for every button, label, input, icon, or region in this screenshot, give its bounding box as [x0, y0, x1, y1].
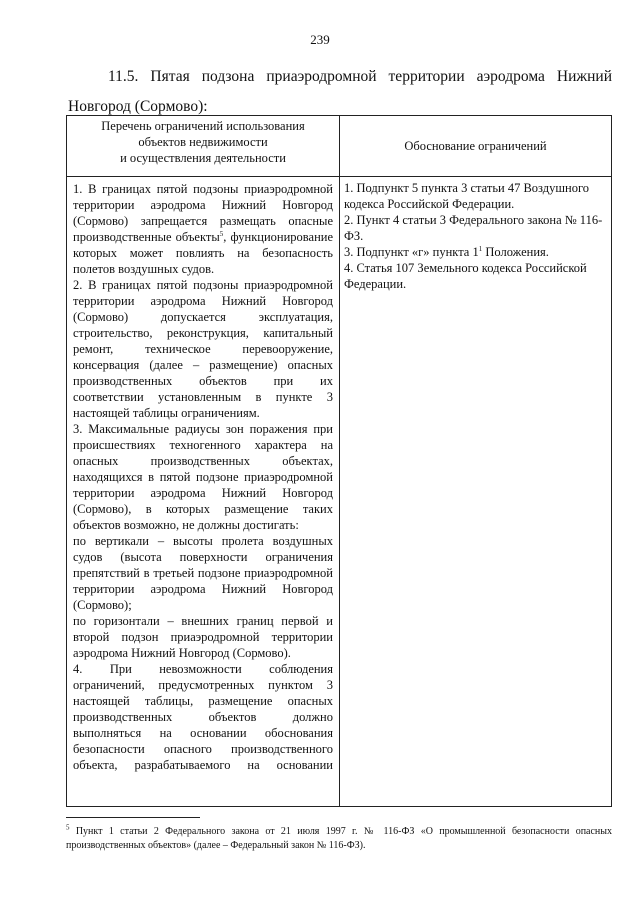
justification-cell — [340, 177, 612, 807]
header-left-line: Перечень ограничений использования — [101, 119, 305, 133]
restrictions-table — [66, 115, 612, 807]
restriction-item-3-vertical: по вертикали – высоты пролета воздушных судов (высота поверхности ограничения препятствий в третьей подзоне приаэродромной территории аэродрома Нижний Новгород (Сормово); — [73, 534, 333, 612]
restriction-item-3: 3. Максимальные радиусы зон поражения при происшествиях техногенного характера на опасных производственных объектах, находящихся в пятой подзоне приаэродромной территории аэродрома Нижний Новгород (Сормово), в которых размещение таких объектов возможно, не должны достигать: — [73, 422, 333, 532]
table-row — [67, 177, 612, 807]
restriction-item-1 — [73, 181, 333, 277]
header-left-line: объектов недвижимости — [138, 135, 268, 149]
section-heading-line2: Новгород (Сормово): — [68, 98, 208, 115]
header-left-line: и осуществления деятельности — [120, 151, 286, 165]
justification-item-1: 1. Подпункт 5 пункта 3 статьи 47 Воздушного кодекса Российской Федерации. — [344, 181, 590, 211]
restriction-item-1-text-a: 1. В границах пятой подзоны приаэродромной территории аэродрома Нижний Новгород (Сормово) запрещается размещать опасные производственные объекты — [73, 182, 333, 244]
header-justification: Обоснование ограничений — [340, 116, 612, 177]
restriction-item-4: 4. При невозможности соблюдения ограничений, предусмотренных пунктом 3 настоящей таблицы, размещение опасных производственных объектов должно выполняться на основании обоснования безопасности опасного производственного объекта, разрабатываемого на основании — [73, 662, 333, 772]
restrictions-cell — [67, 177, 340, 807]
section-heading-line1: 11.5. Пятая подзона приаэродромной территории аэродрома Нижний — [108, 68, 612, 85]
justification-item-4: 4. Статья 107 Земельного кодекса Российской Федерации. — [344, 261, 587, 291]
justification-item-2: 2. Пункт 4 статьи 3 Федерального закона № 116-ФЗ. — [344, 213, 603, 243]
table-header-row — [67, 116, 612, 177]
page-number: 239 — [310, 32, 330, 47]
footnote-text: Пункт 1 статьи 2 Федерального закона от 21 июля 1997 г. № 116-ФЗ «О промышленной безопасности опасных производственных объектов» (далее – Федеральный закон № 116-ФЗ). — [66, 826, 612, 851]
justification-item-3 — [344, 244, 607, 260]
footnote-separator — [66, 817, 200, 818]
justification-item-3-text-a: 3. Подпункт «г» пункта 1 — [344, 245, 479, 259]
restriction-item-2: 2. В границах пятой подзоны приаэродромной территории аэродрома Нижний Новгород (Сормово) допускается эксплуатация, строительство, реконструкция, капитальный ремонт, техническое перевооружение, консервация (далее – размещение) опасных производственных объектов при их соответствии установленным в пункте 3 настоящей таблицы ограничениям. — [73, 278, 333, 420]
footnote — [66, 825, 612, 853]
footnote-ref: 5 — [219, 229, 224, 238]
justification-item-3-text-b: Положения. — [482, 245, 549, 259]
header-restrictions-list — [67, 116, 340, 177]
restriction-item-3-horizontal: по горизонтали – внешних границ первой и второй подзон приаэродромной территории аэродрома Нижний Новгород (Сормово). — [73, 614, 333, 660]
restriction-item-1-text-b: , функционирование которых может повлиять на безопасность полетов воздушных судов. — [73, 230, 333, 276]
superscript-one: 1 — [478, 244, 483, 253]
footnote-marker: 5 — [66, 823, 70, 832]
